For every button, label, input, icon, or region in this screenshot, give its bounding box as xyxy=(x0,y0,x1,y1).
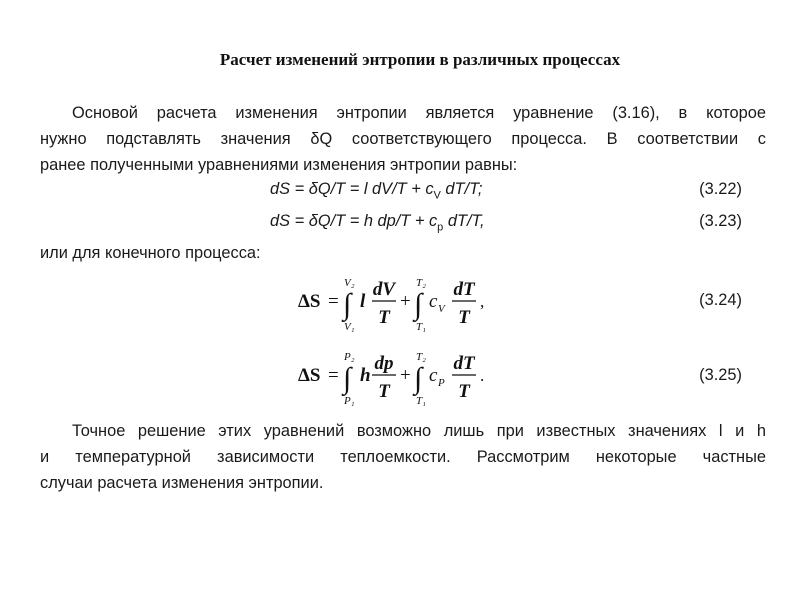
f24-equals: = xyxy=(328,291,339,312)
f24-int2-lower: T₁ xyxy=(416,321,426,333)
formula-3-25 xyxy=(296,342,496,408)
f25-int1-upper: P₂ xyxy=(344,351,355,363)
page-title: Расчет изменений энтропии в различных процессах xyxy=(219,50,621,69)
f25-int2-coef: c xyxy=(429,365,438,386)
f24-int2-coef: c xyxy=(429,291,438,312)
f25-int2-lower: T₁ xyxy=(416,395,426,407)
f24-int2-sub: V xyxy=(438,303,445,315)
f24-int2-den: T xyxy=(458,307,470,328)
f25-end: . xyxy=(480,366,485,385)
f25-equals: = xyxy=(328,365,339,386)
f24-int1-lower: V₁ xyxy=(344,321,355,333)
equation-3-23-tail: dT/T, xyxy=(443,212,485,230)
equation-3-22-tail: dT/T; xyxy=(440,180,483,198)
f25-int1-den: T xyxy=(378,381,390,402)
f25-int2-upper: T₂ xyxy=(416,351,426,363)
f25-lhs: ΔS xyxy=(298,365,321,386)
f24-integral-1-icon: ∫ xyxy=(343,288,352,321)
f25-int2-den: T xyxy=(458,381,470,402)
f25-int2-num: dT xyxy=(453,353,475,374)
f25-integral-1-icon: ∫ xyxy=(343,362,352,395)
final-process-label: или для конечного процесса: xyxy=(40,244,261,262)
f24-int1-coef: l xyxy=(360,291,366,312)
f24-end: , xyxy=(480,292,485,311)
intro-line-1: Основой расчета изменения энтропии является уравнение (3.16), в которое xyxy=(72,104,766,122)
f24-lhs: ΔS xyxy=(298,291,321,312)
formula-3-24 xyxy=(296,268,496,334)
equation-number-3-25: (3.25) xyxy=(699,366,742,384)
equation-3-23 xyxy=(270,212,485,233)
f25-int1-num: dp xyxy=(374,353,394,374)
f24-plus: + xyxy=(400,291,411,312)
equation-3-22-sub: V xyxy=(433,189,441,202)
f24-int1-den: T xyxy=(378,307,390,328)
f24-integral-2-icon: ∫ xyxy=(414,288,423,321)
f24-int1-upper: V₂ xyxy=(344,277,355,289)
intro-line-2: нужно подставлять значения δQ соответствующего процесса. В соответствии с xyxy=(40,130,766,148)
equation-3-23-sub: p xyxy=(437,221,444,234)
f24-int2-upper: T₂ xyxy=(416,277,426,289)
conclusion-line-2: и температурной зависимости теплоемкости. Рассмотрим некоторые частные xyxy=(40,448,766,466)
intro-line-3: ранее полученными уравнениями изменения энтропии равны: xyxy=(40,156,518,174)
conclusion-line-1: Точное решение этих уравнений возможно лишь при известных значениях l и h xyxy=(72,422,766,440)
equation-number-3-23: (3.23) xyxy=(699,212,742,230)
f24-int2-num: dT xyxy=(453,279,475,300)
conclusion-paragraph xyxy=(40,418,766,496)
equation-3-23-body: dS = δQ/T = h dp/T + c xyxy=(270,212,438,230)
intro-paragraph xyxy=(40,100,766,178)
equation-number-3-24: (3.24) xyxy=(699,291,742,309)
equation-number-3-22: (3.22) xyxy=(699,180,742,198)
f24-int1-num: dV xyxy=(372,279,396,300)
f25-int1-lower: P₁ xyxy=(344,395,355,407)
conclusion-line-3: случаи расчета изменения энтропии. xyxy=(40,474,324,492)
f25-integral-2-icon: ∫ xyxy=(414,362,423,395)
equation-3-22 xyxy=(270,180,482,201)
equation-3-22-body: dS = δQ/T = l dV/T + c xyxy=(270,180,434,198)
f25-int2-sub: P xyxy=(438,377,445,389)
f25-plus: + xyxy=(400,365,411,386)
f25-int1-coef: h xyxy=(360,365,371,386)
